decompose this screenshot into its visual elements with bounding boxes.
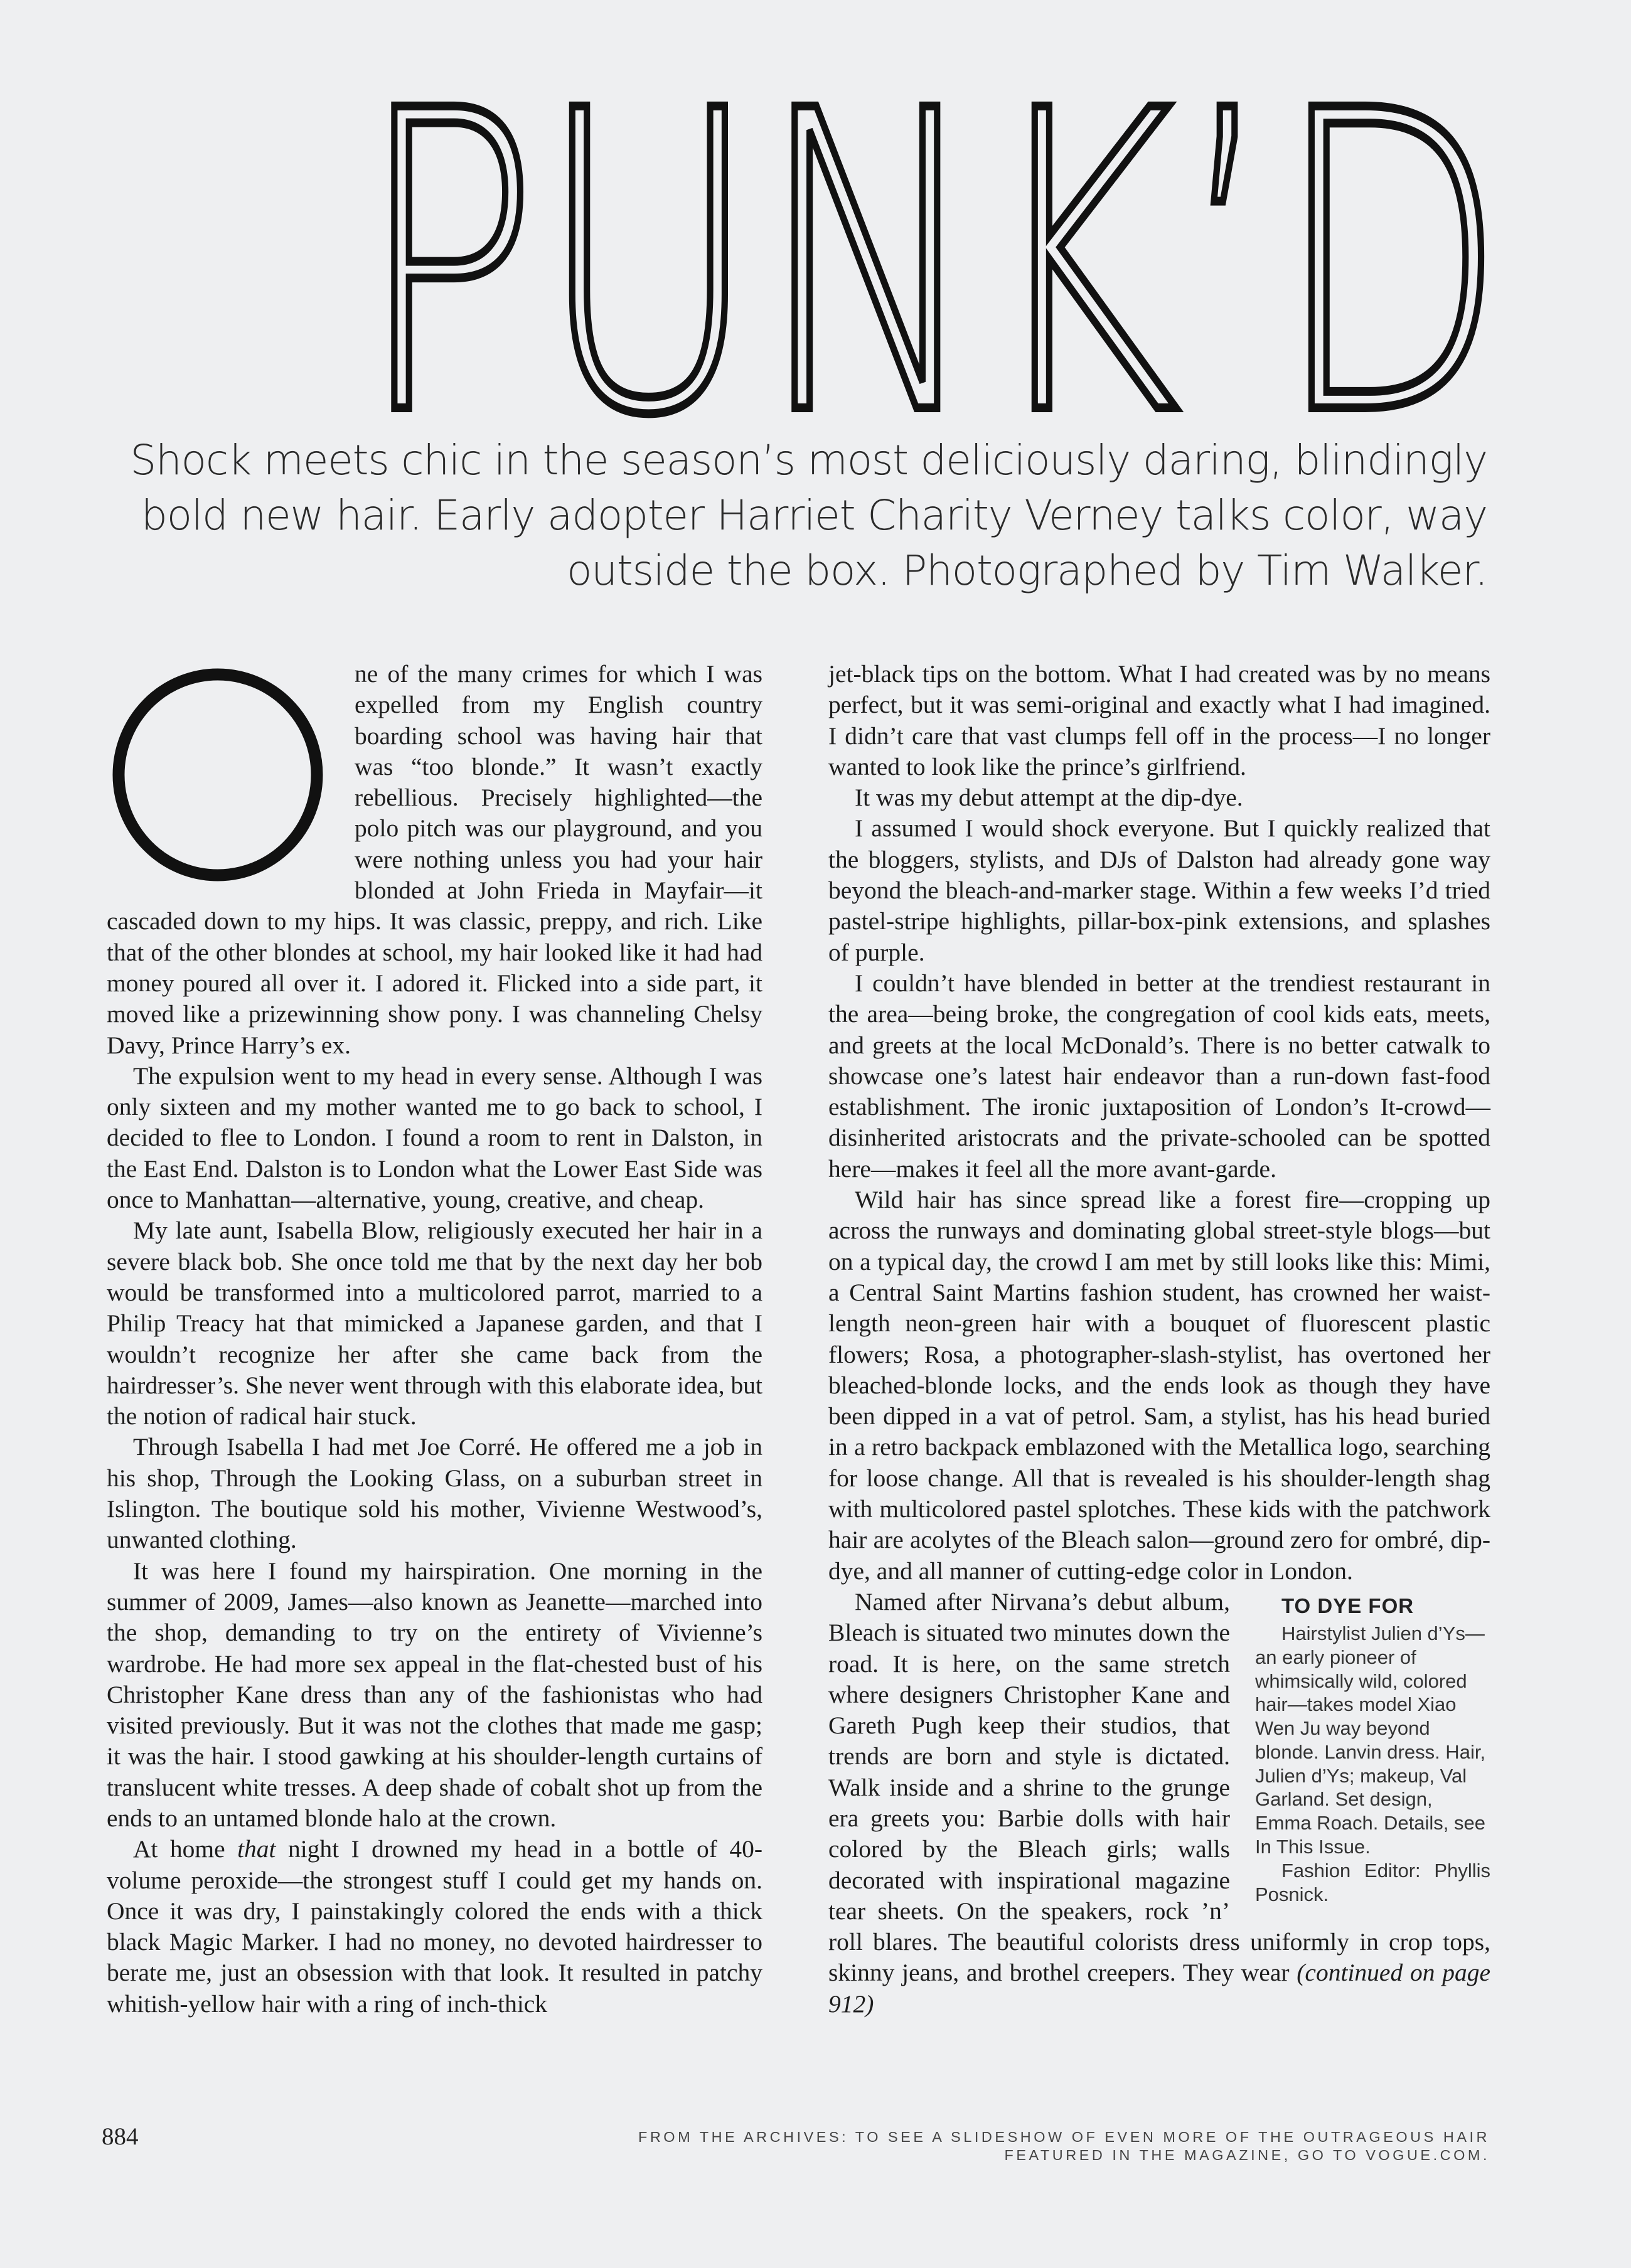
italic-emphasis: that (237, 1835, 276, 1863)
paragraph-3: My late aunt, Isabella Blow, religiously executed her hair in a severe black bob. She once told me that by the next day her bob would be transformed into a multicolored parrot, married to a Philip Treacy hat that mimicked a Japanese garden, and that I wouldn’t recognize her after she came back from the hairdresser’s. She never went through with this elaborate idea, but the notion of radical hair stuck. (107, 1217, 762, 1430)
footer-note: FROM THE ARCHIVES: TO SEE A SLIDESHOW OF EVEN MORE OF THE OUTRAGEOUS HAIR FEATURED IN THE MAGAZINE, GO TO VOGUE.COM. (638, 2129, 1490, 2163)
paragraph-6: At home that night I drowned my head in a bottle of 40-volume peroxide—the strongest stuff I could get my hands on. Once it was dry, I painstakingly colored the ends with a thick black Magic Marker. I had no money, no devoted hairdresser to berate me, just an obsession with that look. It resulted in patchy whitish-yellow hair with a ring of inch-thick (107, 1835, 762, 2018)
paragraph-9: I assumed I would shock everyone. But I quickly realized that the bloggers, stylists, and DJs of Dalston had already gone way beyond the bleach-and-marker stage. Within a few weeks I’d tried pastel-stripe highlights, pillar-box-pink extensions, and splashes of purple. (828, 814, 1490, 966)
paragraph-2: The expulsion went to my head in every sense. Although I was only sixteen and my mother wanted me to go back to school, I decided to flee to London. I found a room to rent in Dalston, in the East End. Dalston is to London what the Lower East Side was once to Manhattan—alternative, young, creative, and cheap. (107, 1062, 762, 1214)
paragraph-10: I couldn’t have blended in better at the trendiest restaurant in the area—being broke, the congregation of cool kids eats, meets, and greets at the local McDonald’s. There is no better catwalk to showcase one’s latest hair endeavor than a run-down fast-food establishment. The ironic juxtaposition of London’s It-crowd—disinherited aristocrats and the private-schooled can be spotted here—makes it feel all the more avant-garde. (828, 969, 1490, 1183)
paragraph-12-text: Named after Nirvana’s debut album, Bleach is situated two minutes down the road. It is here, on the same stretch where designers Christopher Kane and Gareth Pugh keep their studios, that trends are born and style is dictated. Walk inside and a shrine to the grunge era greets you: Barbie dolls with hair colored by the Bleach girls; walls decorated with inspirational magazine tear sheets. On the speakers, rock ’n’ roll blares. The beautiful colorists dress uniformly in crop tops, skinny jeans, and brothel creepers. They wear (828, 1587, 1490, 1987)
paragraph-8: It was my debut attempt at the dip-dye. (855, 784, 1243, 812)
paragraph-11: Wild hair has since spread like a forest fire—cropping up across the runways and dominating global street-style blogs—but on a typical day, the crowd I am met by still looks like this: Mimi, a Central Saint Martins fashion student, has crowned her waist-length neon-green hair with a bouquet of fluorescent plastic flowers; Rosa, a photographer-slash-stylist, has overtoned her bleached-blonde locks, and the ends look as though they have been dipped in a vat of petrol. Sam, a stylist, has his head buried in a retro backpack emblazoned with the Metallica logo, searching for loose change. All that is revealed is his shoulder-length shag with multicolored pastel splotches. These kids with the patchwork hair are acolytes of the Bleach salon—ground zero for ombré, dip-dye, and all manner of cutting-edge color in London. (828, 1186, 1490, 1585)
paragraph-4: Through Isabella I had met Joe Corré. He offered me a job in his shop, Through the Looking Glass, on a suburban street in Islington. The boutique sold his mother, Vivienne Westwood’s, unwanted clothing. (107, 1433, 762, 1554)
article-title-text: PUNK’D (358, 94, 1506, 427)
article-column-right (828, 659, 1490, 2020)
page-number: 884 (102, 2123, 139, 2150)
article-title (339, 94, 1519, 427)
paragraph-5: It was here I found my hairspiration. One morning in the summer of 2009, James—also known as Jeanette—marched into the shop, demanding to try on the entirety of Vivienne’s wardrobe. He had more sex appeal in the flat-chested bust of his Christopher Kane dress than any of the fashionistas who had visited previously. But it was not the clothes that made me gasp; it was the hair. I stood gawking at his shoulder-length curtains of translucent white tresses. A deep shade of cobalt shot up from the ends to an untamed blonde halo at the crown. (107, 1557, 762, 1832)
sidebar-text: Hairstylist Julien d’Ys—an early pioneer of whimsically wild, colored hair—takes model Xiao Wen Ju way beyond blonde. Lanvin dress. Hair, Julien d’Ys; makeup, Val Garland. Set design, Emma Roach. Details, see In This Issue. (1255, 1622, 1486, 1858)
sidebar-credit: Fashion Editor: Phyllis Posnick. (1255, 1859, 1490, 1905)
paragraph-1: ne of the many crimes for which I was expelled from my English country boarding school was having hair that was “too blonde.” It wasn’t exactly rebellious. Precisely highlighted—the polo pitch was our playground, and you were nothing unless you had your hair blonded at John Frieda in Mayfair—it cascaded down to my hips. It was classic, preppy, and rich. Like that of the other blondes at school, my hair looked like it had had money poured all over it. I adored it. Flicked into a side part, it moved like a prizewinning show pony. I was channeling Chelsy Davy, Prince Harry’s ex. (107, 660, 762, 1059)
sidebar-title: TO DYE FOR (1281, 1594, 1414, 1617)
article-column-left (107, 659, 762, 2020)
sidebar-caption (1255, 1590, 1490, 1907)
drop-cap (100, 659, 336, 891)
drop-cap-o (110, 667, 326, 883)
article-subtitle: Shock meets chic in the season’s most deliciously daring, blindingly bold new hair. Early adopter Harriet Charity Verney talks color, way outside the box. Photographed by Tim Walker. (130, 436, 1487, 595)
continued-link: (continued on page 912) (828, 1959, 1491, 2018)
paragraph-7: jet-black tips on the bottom. What I had created was by no means perfect, but it was semi-original and exactly what I had imagined. I didn’t care that vast clumps fell off in the process—I no longer wanted to look like the prince’s girlfriend. (828, 660, 1490, 780)
